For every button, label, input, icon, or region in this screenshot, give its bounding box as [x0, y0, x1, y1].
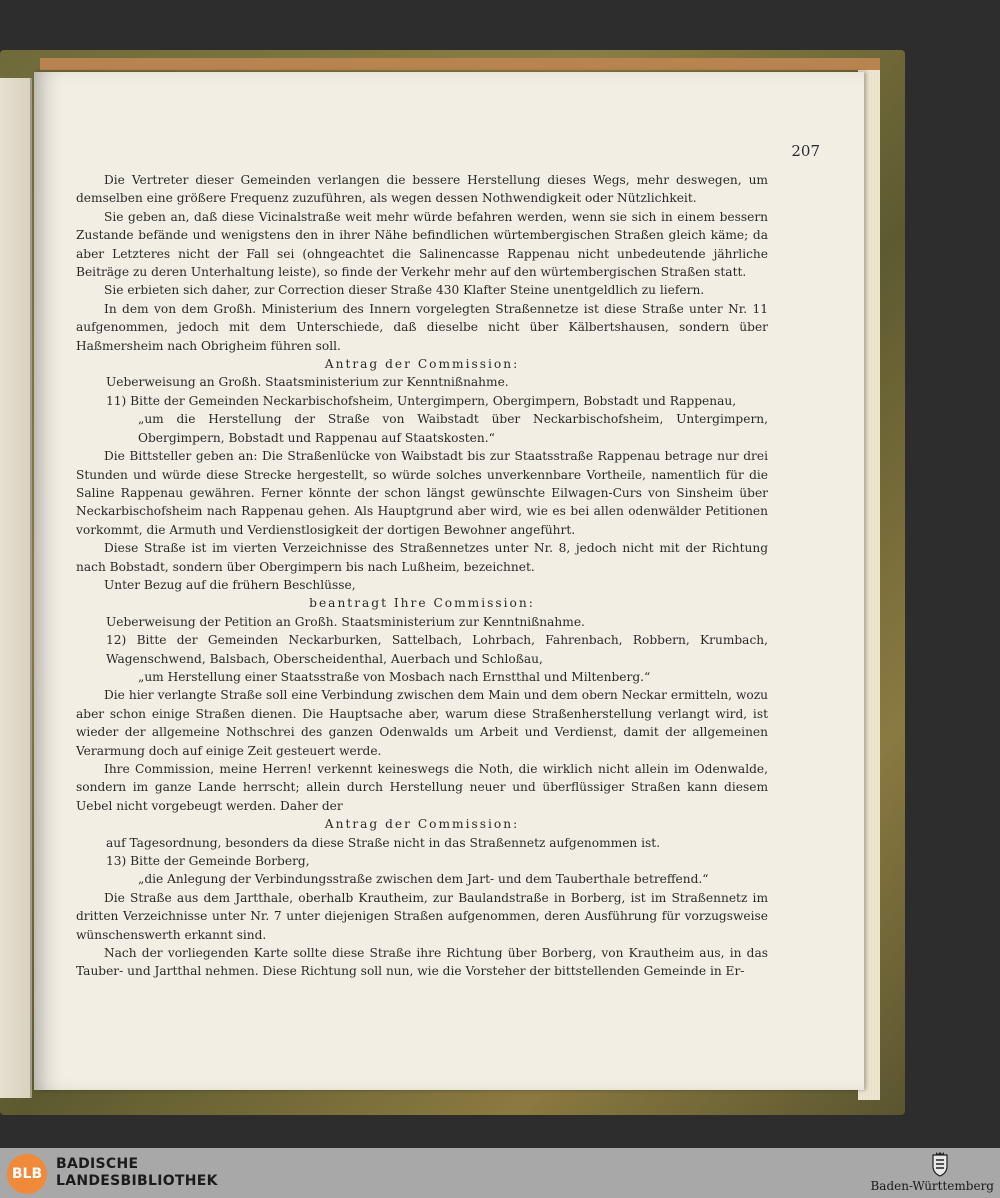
petition-quote: „um Herstellung einer Staatsstraße von Mosbach nach Ernstthal und Miltenberg.“: [138, 669, 651, 684]
book-page: [34, 72, 864, 1090]
section-heading: Antrag der Commission:: [324, 357, 520, 372]
paragraph: Sie geben an, daß diese Vicinalstraße weit mehr würde befahren werden, wenn sie sich in einem bessern Zustande befände und wenigstens den in ihrer Nähe befindlichen würtembergischen Straßen gleich käme; da aber Letzteres nicht der Fall sei (ohngeachtet die Salinencasse Rappenau nicht unbedeutende jährliche Beiträge zu deren Unterhaltung leiste), so finde der Verkehr mehr auf den würtembergischen Straßen statt.: [76, 209, 768, 280]
paragraph: Die hier verlangte Straße soll eine Verbindung zwischen dem Main und dem obern Neckar ermitteln, wozu aber schon einige Straßen dienen. Die Hauptsache aber, warum diese Straßenherstellung verlangt wird, ist wieder der allgemeine Nothschrei des ganzen Odenwalds um Arbeit und Verdienst, damit der allgemeinen Verarmung doch auf einige Zeit gesteuert werde.: [76, 688, 768, 758]
page-number: 207: [791, 142, 820, 160]
paragraph: Die Straße aus dem Jartthale, oberhalb Krautheim, zur Baulandstraße in Borberg, ist im Straßennetz im dritten Verzeichnisse unter Nr. 7 unter diejenigen Straßen aufgenommen, deren Ausführung für vorzugsweise wünschenswerth erkannt sind.: [76, 890, 768, 942]
petition-quote: „um die Herstellung der Straße von Waibstadt über Neckarbischofsheim, Untergimpern, Obergimpern, Bobstadt und Rappenau auf Staatskosten.“: [138, 412, 768, 445]
section-heading: Antrag der Commission:: [324, 817, 520, 832]
paragraph: Die Bittsteller geben an: Die Straßenlücke von Waibstadt bis zur Staatsstraße Rappenau betrage nur drei Stunden und würde diese Strecke hergestellt, so würde solches unverkennbare Vortheile, namentlich für die Saline Rappenau gewähren. Ferner könnte der schon längst gewünschte Eilwagen-Curs von Sinsheim über Neckarbischofsheim nach Rappenau gehen. Als Hauptgrund aber wird, wie es bei allen odenwälder Petitionen vorkommt, die Armuth und Verdienstlosigkeit der dortigen Bewohner angeführt.: [76, 449, 768, 537]
book-cover-edge: [40, 58, 880, 70]
library-name-line1: BADISCHE: [56, 1156, 139, 1172]
petition-quote: „die Anlegung der Verbindungsstraße zwischen dem Jart- und dem Tauberthale betreffend.“: [138, 872, 709, 887]
paragraph: In dem von dem Großh. Ministerium des Innern vorgelegten Straßennetze ist diese Straße unter Nr. 11 aufgenommen, jedoch mit dem Unterschiede, daß dieselbe nicht über Kälbertshausen, sondern über Haßmersheim nach Obrigheim führen soll.: [76, 301, 768, 353]
state-name[interactable]: Baden-Württemberg: [870, 1179, 994, 1193]
petition-item: 13) Bitte der Gemeinde Borberg,: [106, 854, 310, 869]
petition-item: Ueberweisung an Großh. Staatsministerium zur Kenntnißnahme.: [106, 375, 509, 390]
left-page-edge: [0, 78, 32, 1098]
blb-logo-text: BLB: [11, 1166, 43, 1182]
section-heading: beantragt Ihre Commission:: [309, 596, 535, 611]
library-name[interactable]: [56, 1156, 218, 1190]
paragraph: Diese Straße ist im vierten Verzeichnisse des Straßennetzes unter Nr. 8, jedoch nicht mit der Richtung nach Bobstadt, sondern über Obergimpern bis nach Lußheim, bezeichnet.: [76, 541, 768, 574]
petition-item: auf Tagesordnung, besonders da diese Straße nicht in das Straßennetz aufgenommen ist.: [106, 835, 661, 850]
paragraph: Ihre Commission, meine Herren! verkennt keineswegs die Noth, die wirklich nicht allein im Odenwalde, sondern im ganze Lande herrscht; allein durch Herstellung neuer und überflüssiger Straßen kann diesem Uebel nicht vorgebeugt werden. Daher der: [76, 762, 768, 813]
blb-logo-icon[interactable]: [7, 1154, 47, 1194]
paragraph: Die Vertreter dieser Gemeinden verlangen die bessere Herstellung dieses Wegs, mehr deswegen, um demselben eine größere Frequenz zuzuführen, als wegen dessen Nothwendigkeit oder Nützlichkeit.: [76, 173, 768, 206]
petition-item: Ueberweisung der Petition an Großh. Staatsministerium zur Kenntnißnahme.: [106, 614, 585, 629]
paragraph: Unter Bezug auf die frühern Beschlüsse,: [104, 577, 356, 592]
library-name-line2: LANDESBIBLIOTHEK: [56, 1173, 218, 1189]
petition-item: 12) Bitte der Gemeinden Neckarburken, Sattelbach, Lohrbach, Fahrenbach, Robbern, Krumbach, Wagenschwend, Balsbach, Oberscheidenthal, Auerbach und Schloßau,: [106, 633, 768, 666]
paragraph: Nach der vorliegenden Karte sollte diese Straße ihre Richtung über Borberg, von Krautheim aus, in das Tauber- und Jartthal nehmen. Diese Richtung soll nun, wie die Vorsteher der bittstellenden Gemeinde in Er-: [76, 946, 768, 979]
page-text: [76, 171, 768, 981]
baden-wuerttemberg-crest-icon: [930, 1151, 950, 1177]
footer-bar: [0, 1148, 1000, 1198]
paragraph: Sie erbieten sich daher, zur Correction dieser Straße 430 Klafter Steine unentgeldlich zu liefern.: [104, 283, 705, 298]
petition-item: 11) Bitte der Gemeinden Neckarbischofsheim, Untergimpern, Obergimpern, Bobstadt und Rappenau,: [106, 393, 737, 408]
